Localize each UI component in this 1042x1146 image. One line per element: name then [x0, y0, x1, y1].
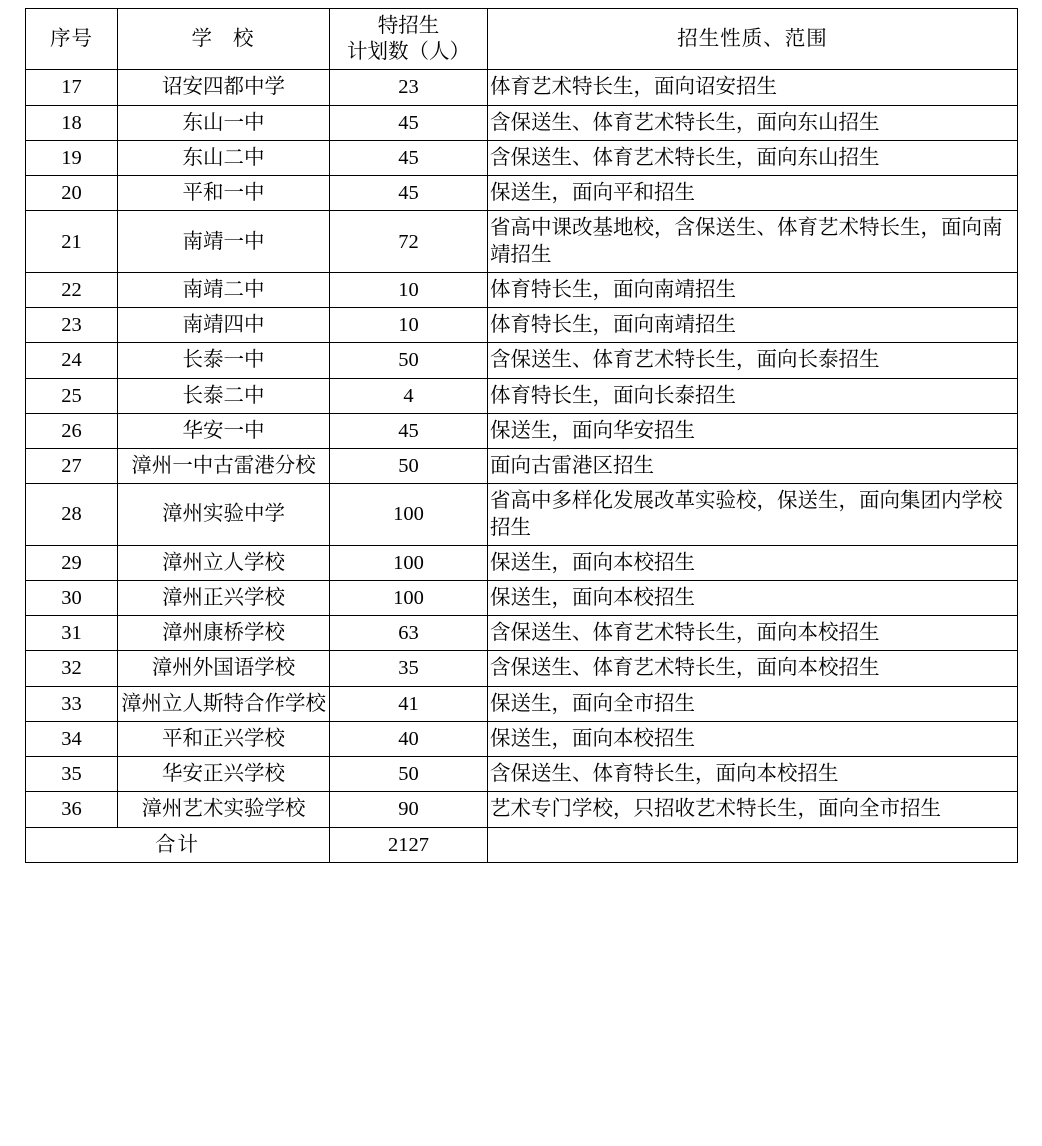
cell-school: 漳州立人斯特合作学校 — [118, 686, 330, 721]
cell-quota: 50 — [330, 343, 488, 378]
cell-quota: 72 — [330, 211, 488, 272]
cell-school: 漳州艺术实验学校 — [118, 792, 330, 827]
cell-index: 27 — [26, 449, 118, 484]
cell-index: 35 — [26, 757, 118, 792]
cell-description: 保送生，面向本校招生 — [488, 545, 1018, 580]
cell-description: 含保送生、体育特长生，面向本校招生 — [488, 757, 1018, 792]
cell-school: 长泰二中 — [118, 378, 330, 413]
cell-description: 含保送生、体育艺术特长生，面向东山招生 — [488, 105, 1018, 140]
table-row — [26, 378, 1018, 413]
table-row — [26, 413, 1018, 448]
table-row — [26, 308, 1018, 343]
table-row — [26, 792, 1018, 827]
cell-school: 华安一中 — [118, 413, 330, 448]
cell-description: 含保送生、体育艺术特长生，面向长泰招生 — [488, 343, 1018, 378]
cell-total-label: 合计 — [26, 827, 330, 862]
cell-index: 22 — [26, 272, 118, 307]
table-row — [26, 343, 1018, 378]
cell-description: 保送生，面向本校招生 — [488, 580, 1018, 615]
cell-school: 漳州外国语学校 — [118, 651, 330, 686]
table-header — [26, 9, 1018, 70]
cell-index: 19 — [26, 140, 118, 175]
cell-description: 体育特长生，面向长泰招生 — [488, 378, 1018, 413]
cell-quota: 40 — [330, 721, 488, 756]
column-header-index — [26, 9, 118, 70]
cell-description: 艺术专门学校，只招收艺术特长生，面向全市招生 — [488, 792, 1018, 827]
cell-school: 南靖四中 — [118, 308, 330, 343]
cell-index: 33 — [26, 686, 118, 721]
cell-index: 23 — [26, 308, 118, 343]
cell-school: 平和正兴学校 — [118, 721, 330, 756]
cell-description: 省高中课改基地校，含保送生、体育艺术特长生，面向南靖招生 — [488, 211, 1018, 272]
table-row — [26, 545, 1018, 580]
cell-quota: 45 — [330, 176, 488, 211]
table-row — [26, 140, 1018, 175]
cell-school: 漳州一中古雷港分校 — [118, 449, 330, 484]
cell-index: 29 — [26, 545, 118, 580]
cell-quota: 90 — [330, 792, 488, 827]
cell-quota: 50 — [330, 449, 488, 484]
cell-quota: 100 — [330, 580, 488, 615]
cell-school: 东山一中 — [118, 105, 330, 140]
cell-total-description — [488, 827, 1018, 862]
cell-school: 东山二中 — [118, 140, 330, 175]
column-header-index-label: 序号 — [50, 28, 93, 51]
column-header-description — [488, 9, 1018, 70]
table-row — [26, 70, 1018, 105]
cell-index: 20 — [26, 176, 118, 211]
column-header-school-label: 学 校 — [191, 28, 262, 51]
table-body — [26, 70, 1018, 862]
table-row — [26, 686, 1018, 721]
cell-quota: 10 — [330, 272, 488, 307]
cell-quota: 45 — [330, 140, 488, 175]
table-row — [26, 272, 1018, 307]
cell-school: 华安正兴学校 — [118, 757, 330, 792]
cell-quota: 45 — [330, 105, 488, 140]
table-row — [26, 651, 1018, 686]
table-row — [26, 449, 1018, 484]
table-row — [26, 721, 1018, 756]
cell-total-quota: 2127 — [330, 827, 488, 862]
cell-quota: 23 — [330, 70, 488, 105]
cell-school: 漳州正兴学校 — [118, 580, 330, 615]
cell-school: 南靖一中 — [118, 211, 330, 272]
table-row — [26, 105, 1018, 140]
cell-quota: 35 — [330, 651, 488, 686]
cell-index: 34 — [26, 721, 118, 756]
table-row — [26, 176, 1018, 211]
table-header-row — [26, 9, 1018, 70]
cell-description: 含保送生、体育艺术特长生，面向本校招生 — [488, 616, 1018, 651]
cell-school: 南靖二中 — [118, 272, 330, 307]
table-row — [26, 757, 1018, 792]
cell-description: 体育艺术特长生，面向诏安招生 — [488, 70, 1018, 105]
cell-index: 25 — [26, 378, 118, 413]
table-row — [26, 616, 1018, 651]
cell-description: 保送生，面向华安招生 — [488, 413, 1018, 448]
cell-description: 保送生，面向本校招生 — [488, 721, 1018, 756]
cell-index: 30 — [26, 580, 118, 615]
cell-school: 漳州康桥学校 — [118, 616, 330, 651]
cell-description: 含保送生、体育艺术特长生，面向本校招生 — [488, 651, 1018, 686]
table-total-row — [26, 827, 1018, 862]
column-header-quota — [330, 9, 488, 70]
cell-quota: 100 — [330, 545, 488, 580]
cell-quota: 41 — [330, 686, 488, 721]
cell-index: 21 — [26, 211, 118, 272]
column-header-quota-label-line2: 计划数（人） — [347, 41, 470, 64]
table-row — [26, 484, 1018, 545]
cell-description: 体育特长生，面向南靖招生 — [488, 308, 1018, 343]
admission-plan-table — [25, 8, 1018, 863]
cell-description: 面向古雷港区招生 — [488, 449, 1018, 484]
cell-description: 省高中多样化发展改革实验校，保送生，面向集团内学校招生 — [488, 484, 1018, 545]
cell-index: 31 — [26, 616, 118, 651]
cell-school: 长泰一中 — [118, 343, 330, 378]
cell-description: 保送生，面向平和招生 — [488, 176, 1018, 211]
cell-quota: 50 — [330, 757, 488, 792]
cell-index: 36 — [26, 792, 118, 827]
column-header-school — [118, 9, 330, 70]
cell-index: 17 — [26, 70, 118, 105]
table-row — [26, 211, 1018, 272]
table-row — [26, 580, 1018, 615]
cell-index: 26 — [26, 413, 118, 448]
column-header-quota-label-line1: 特招生 — [377, 15, 440, 37]
column-header-description-label: 招生性质、范围 — [677, 28, 828, 51]
cell-quota: 100 — [330, 484, 488, 545]
cell-quota: 63 — [330, 616, 488, 651]
cell-description: 体育特长生，面向南靖招生 — [488, 272, 1018, 307]
cell-quota: 10 — [330, 308, 488, 343]
cell-index: 32 — [26, 651, 118, 686]
cell-school: 诏安四都中学 — [118, 70, 330, 105]
cell-quota: 45 — [330, 413, 488, 448]
cell-school: 平和一中 — [118, 176, 330, 211]
cell-description: 含保送生、体育艺术特长生，面向东山招生 — [488, 140, 1018, 175]
cell-quota: 4 — [330, 378, 488, 413]
cell-index: 24 — [26, 343, 118, 378]
cell-school: 漳州立人学校 — [118, 545, 330, 580]
cell-index: 28 — [26, 484, 118, 545]
cell-index: 18 — [26, 105, 118, 140]
cell-description: 保送生，面向全市招生 — [488, 686, 1018, 721]
cell-school: 漳州实验中学 — [118, 484, 330, 545]
